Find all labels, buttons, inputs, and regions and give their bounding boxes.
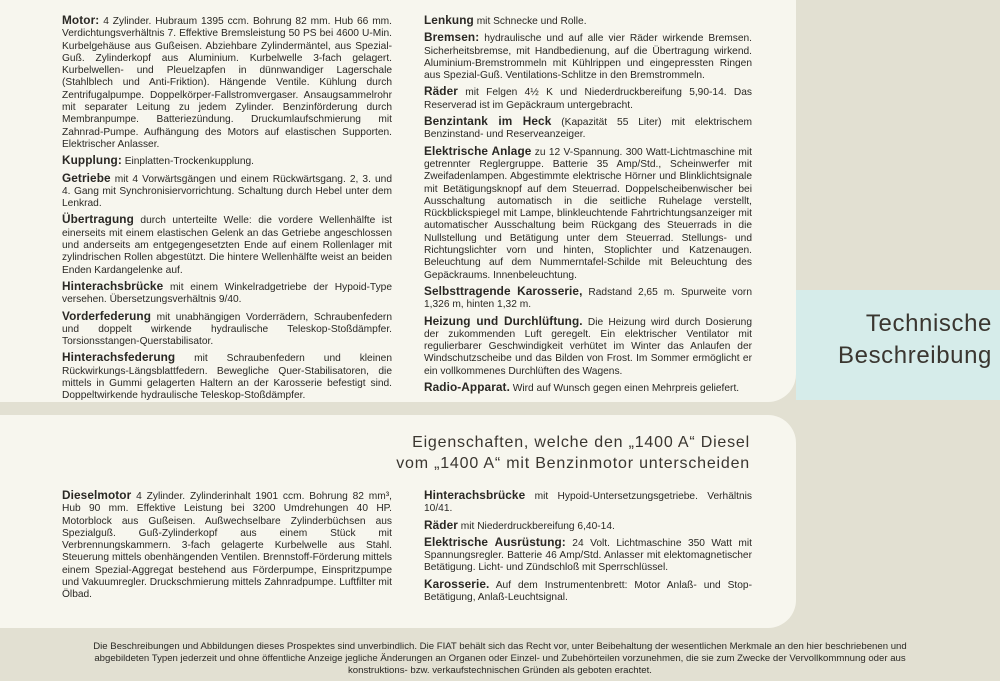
spec-item-uebertragung: Übertragung durch unterteilte Welle: die vordere Wellenhälfte ist einerseits mit einem elastischen Gelenk an das Getriebe angeschlossen und anderseits am entgegengesetzten Ende auf einem Rollenlager mit zylindrischen Rollen abgestützt. Die hintere Wellenhälfte weist an beiden Enden Kardangelenke auf. <box>62 212 392 276</box>
spec-item-heizung: Heizung und Durchlüftung. Die Heizung wird durch Dosierung der zukommenden Luft geregelt. Ein elektrischer Ventilator mit regulierbarer Geschwindigkeit verhütet im Winter das Anlaufen der Windschutzscheibe und das Bilden von Frost. Im Sommer ermöglicht er ein vollkommenes Durchlüften des Wagens. <box>424 313 752 377</box>
spec-item-getriebe: Getriebe mit 4 Vorwärtsgängen und einem Rückwärtsgang. 2, 3. und 4. Gang mit Synchronisiervorrichtung. Schaltung durch Hebel unter dem Lenkrad. <box>62 170 392 210</box>
spec-item-radio: Radio-Apparat. Wird auf Wunsch gegen einen Mehrpreis geliefert. <box>424 380 740 395</box>
spec-column-right <box>424 14 752 398</box>
spec-item-diesel-raeder: Räder mit Niederdruckbereifung 6,40-14. <box>424 517 615 532</box>
diesel-column-left <box>62 489 392 605</box>
spec-item-hinterachsfederung: Hinterachsfederung mit Schraubenfedern und kleinen Rückwirkungs-Längsblattfedern. Bewegliche Quer-Stabilisatoren, die mittels in Gummi gelagerten Haltern an der Karosserie befestigt sind. Doppeltwirkende hydraulische Teleskop-Stoßdämpfer. <box>62 350 392 402</box>
section-title <box>838 308 992 372</box>
spec-item-bremsen: Bremsen: hydraulische und auf alle vier Räder wirkende Bremsen. Sicherheitsbremse, mit Handbedienung, auf die Übertragung wirkend. Aluminium-Bremstrommeln mit Kühlrippen und eingepressten Ringen aus Spezial-Guß. Ventilations-Schlitze in den Bremstrommeln. <box>424 30 752 82</box>
spec-item-elektrische-anlage: Elektrische Anlage zu 12 V-Spannung. 300 Watt-Lichtmaschine mit getrennter Reglergruppe. Batterie 35 Amp/Std., Scheinwerfer mit Zweifadenlampen. Abgestimmte elektrische Hörner und Blinklichtsignale mit Betätigungsknopf auf dem Steuerrad. Doppelscheibenwischer bei Ausschaltung automatisch in die seitliche Ruhelage verstellt, Rückblickspiegel mit Lampe, blinkleuchtende Fahrtrichtungsanzeiger mit automatischer Ausschaltung beim Rückgang des Steuerrads in die Nullstellung und Betätigung unter dem Steuerrad. Stellungs- und Richtungslichter vorn und hinten, Stoplichter und Katzenaugen. Beleuchtung auf dem Nummerntafel-Schilde mit Beleuchtung des Gepäckraums. Innenbeleuchtung. <box>424 143 752 281</box>
disclaimer-line: Die Beschreibungen und Abbildungen dieses Prospektes sind unverbindlich. Die FIAT behält sich das Recht vor, unter Beibehaltung der wesentlichen Merkmale an den hier beschriebenen und <box>93 641 907 652</box>
diesel-column-right <box>424 489 752 607</box>
disclaimer-line: abgebildeten Typen jederzeit und ohne öffentliche Anzeige jegliche Änderungen an Organen oder Einzel- und Zubehörteilen vorzunehmen, die sie zum Zwecke der Vervollkommnung oder aus <box>94 653 906 664</box>
heading-line: vom „1400 A“ mit Benzinmotor unterscheiden <box>396 455 750 472</box>
spec-item-benzintank: Benzintank im Heck (Kapazität 55 Liter) mit elektrischem Benzinstand- und Reserveanzeiger. <box>424 114 752 141</box>
heading-line: Eigenschaften, welche den „1400 A“ Diesel <box>412 434 750 451</box>
spec-item-raeder: Räder mit Felgen 4½ K und Niederdruckbereifung 5,90-14. Das Reserverad ist im Gepäckraum untergebracht. <box>424 84 752 111</box>
disclaimer-line: konstruktions- bzw. verkaufstechnischen Gründen als geboten erachtet. <box>348 665 652 676</box>
spec-item-diesel-karosserie: Karosserie. Auf dem Instrumentenbrett: Motor Anlaß- und Stop-Betätigung, Anlaß-Leuchtsignal. <box>424 576 752 604</box>
spec-item-diesel-elektrik: Elektrische Ausrüstung: 24 Volt. Lichtmaschine 350 Watt mit Spannungsregler. Batterie 46 Amp/Std. Anlasser mit elektomagnetischer Betätigung. Licht- und Zündschloß mit Sperrschlüssel. <box>424 534 752 574</box>
spec-item-lenkung: Lenkung mit Schnecke und Rolle. <box>424 13 587 27</box>
spec-item-kupplung: Kupplung: Einplatten-Trockenkupplung. <box>62 153 255 168</box>
section-title-line: Beschreibung <box>838 342 992 369</box>
spec-column-left <box>62 14 392 406</box>
spec-item-hinterachsbruecke: Hinterachsbrücke mit einem Winkelradgetriebe der Hypoid-Type versehen. Übersetzungsverhältnis 9/40. <box>62 278 392 306</box>
spec-item-dieselmotor: Dieselmotor 4 Zylinder. Zylinderinhalt 1901 ccm. Bohrung 82 mm³, Hub 90 mm. Effektive Leistung bei 3200 Umdrehungen 40 HP. Motorblock aus Gußeisen. Außwechselbare Zylinderbüchsen aus Spezialguß. Guß-Zylinderkopf aus einem Stück mit Verbrennungskammern. 3-fach gelagerte Kurbelwelle aus Stahl. Steuerung mittels obenhängenden Ventilen. Brennstoff-Förderung mittels einem Spezial-Aggregat bestehend aus Förderpumpe, Einspritzpumpe und Vakuumregler. Druckschmierung mittels Zahnradpumpe. Luftfilter mit Ölbad. <box>62 488 392 601</box>
spec-item-karosserie: Selbsttragende Karosserie, Radstand 2,65 m. Spurweite vorn 1,326 m, hinten 1,32 m. <box>424 283 752 311</box>
disclaimer <box>0 641 1000 677</box>
spec-item-motor: Motor: 4 Zylinder. Hubraum 1395 ccm. Bohrung 82 mm. Hub 66 mm. Verdichtungsverhältnis 7. Effektive Bremsleistung 50 PS bei 4600 U-Min. Kurbelgehäuse aus Gußeisen. Abziehbare Zylindermäntel, aus Spezial-Guß. Zylinderkopf aus Aluminium. Kurbelwelle 3-fach gelagert. Kurbelwellen- und Pleuelzapfen in dünnwandiger Lagerschale (Stahlblech und Anti-Friktion). Hängende Ventile. Kühlung durch Zentrifugalpumpe. Doppelkörper-Fallstromvergaser. Ansaugsammelrohr mit separater Leitung zu jedem Zylinder. Benzinförderung durch Membranpumpe. Batteriezündung. Druckumlaufschmierung mit Zahnrad-Pumpe. Aufhängung des Motors auf elastischen Supporten. Elektrischer Anlasser. <box>62 13 392 150</box>
spec-item-vorderfederung: Vorderfederung mit unabhängigen Vorderrädern, Schraubenfedern und doppelt wirkende hydraulische Teleskop-Stoßdämpfer. Torsionsstangen-Querstabilisator. <box>62 308 392 348</box>
spec-item-diesel-hinterachsbruecke: Hinterachsbrücke mit Hypoid-Untersetzungsgetriebe. Verhältnis 10/41. <box>424 488 752 515</box>
section-title-line: Technische <box>865 310 992 337</box>
diesel-differences-heading <box>320 432 750 474</box>
